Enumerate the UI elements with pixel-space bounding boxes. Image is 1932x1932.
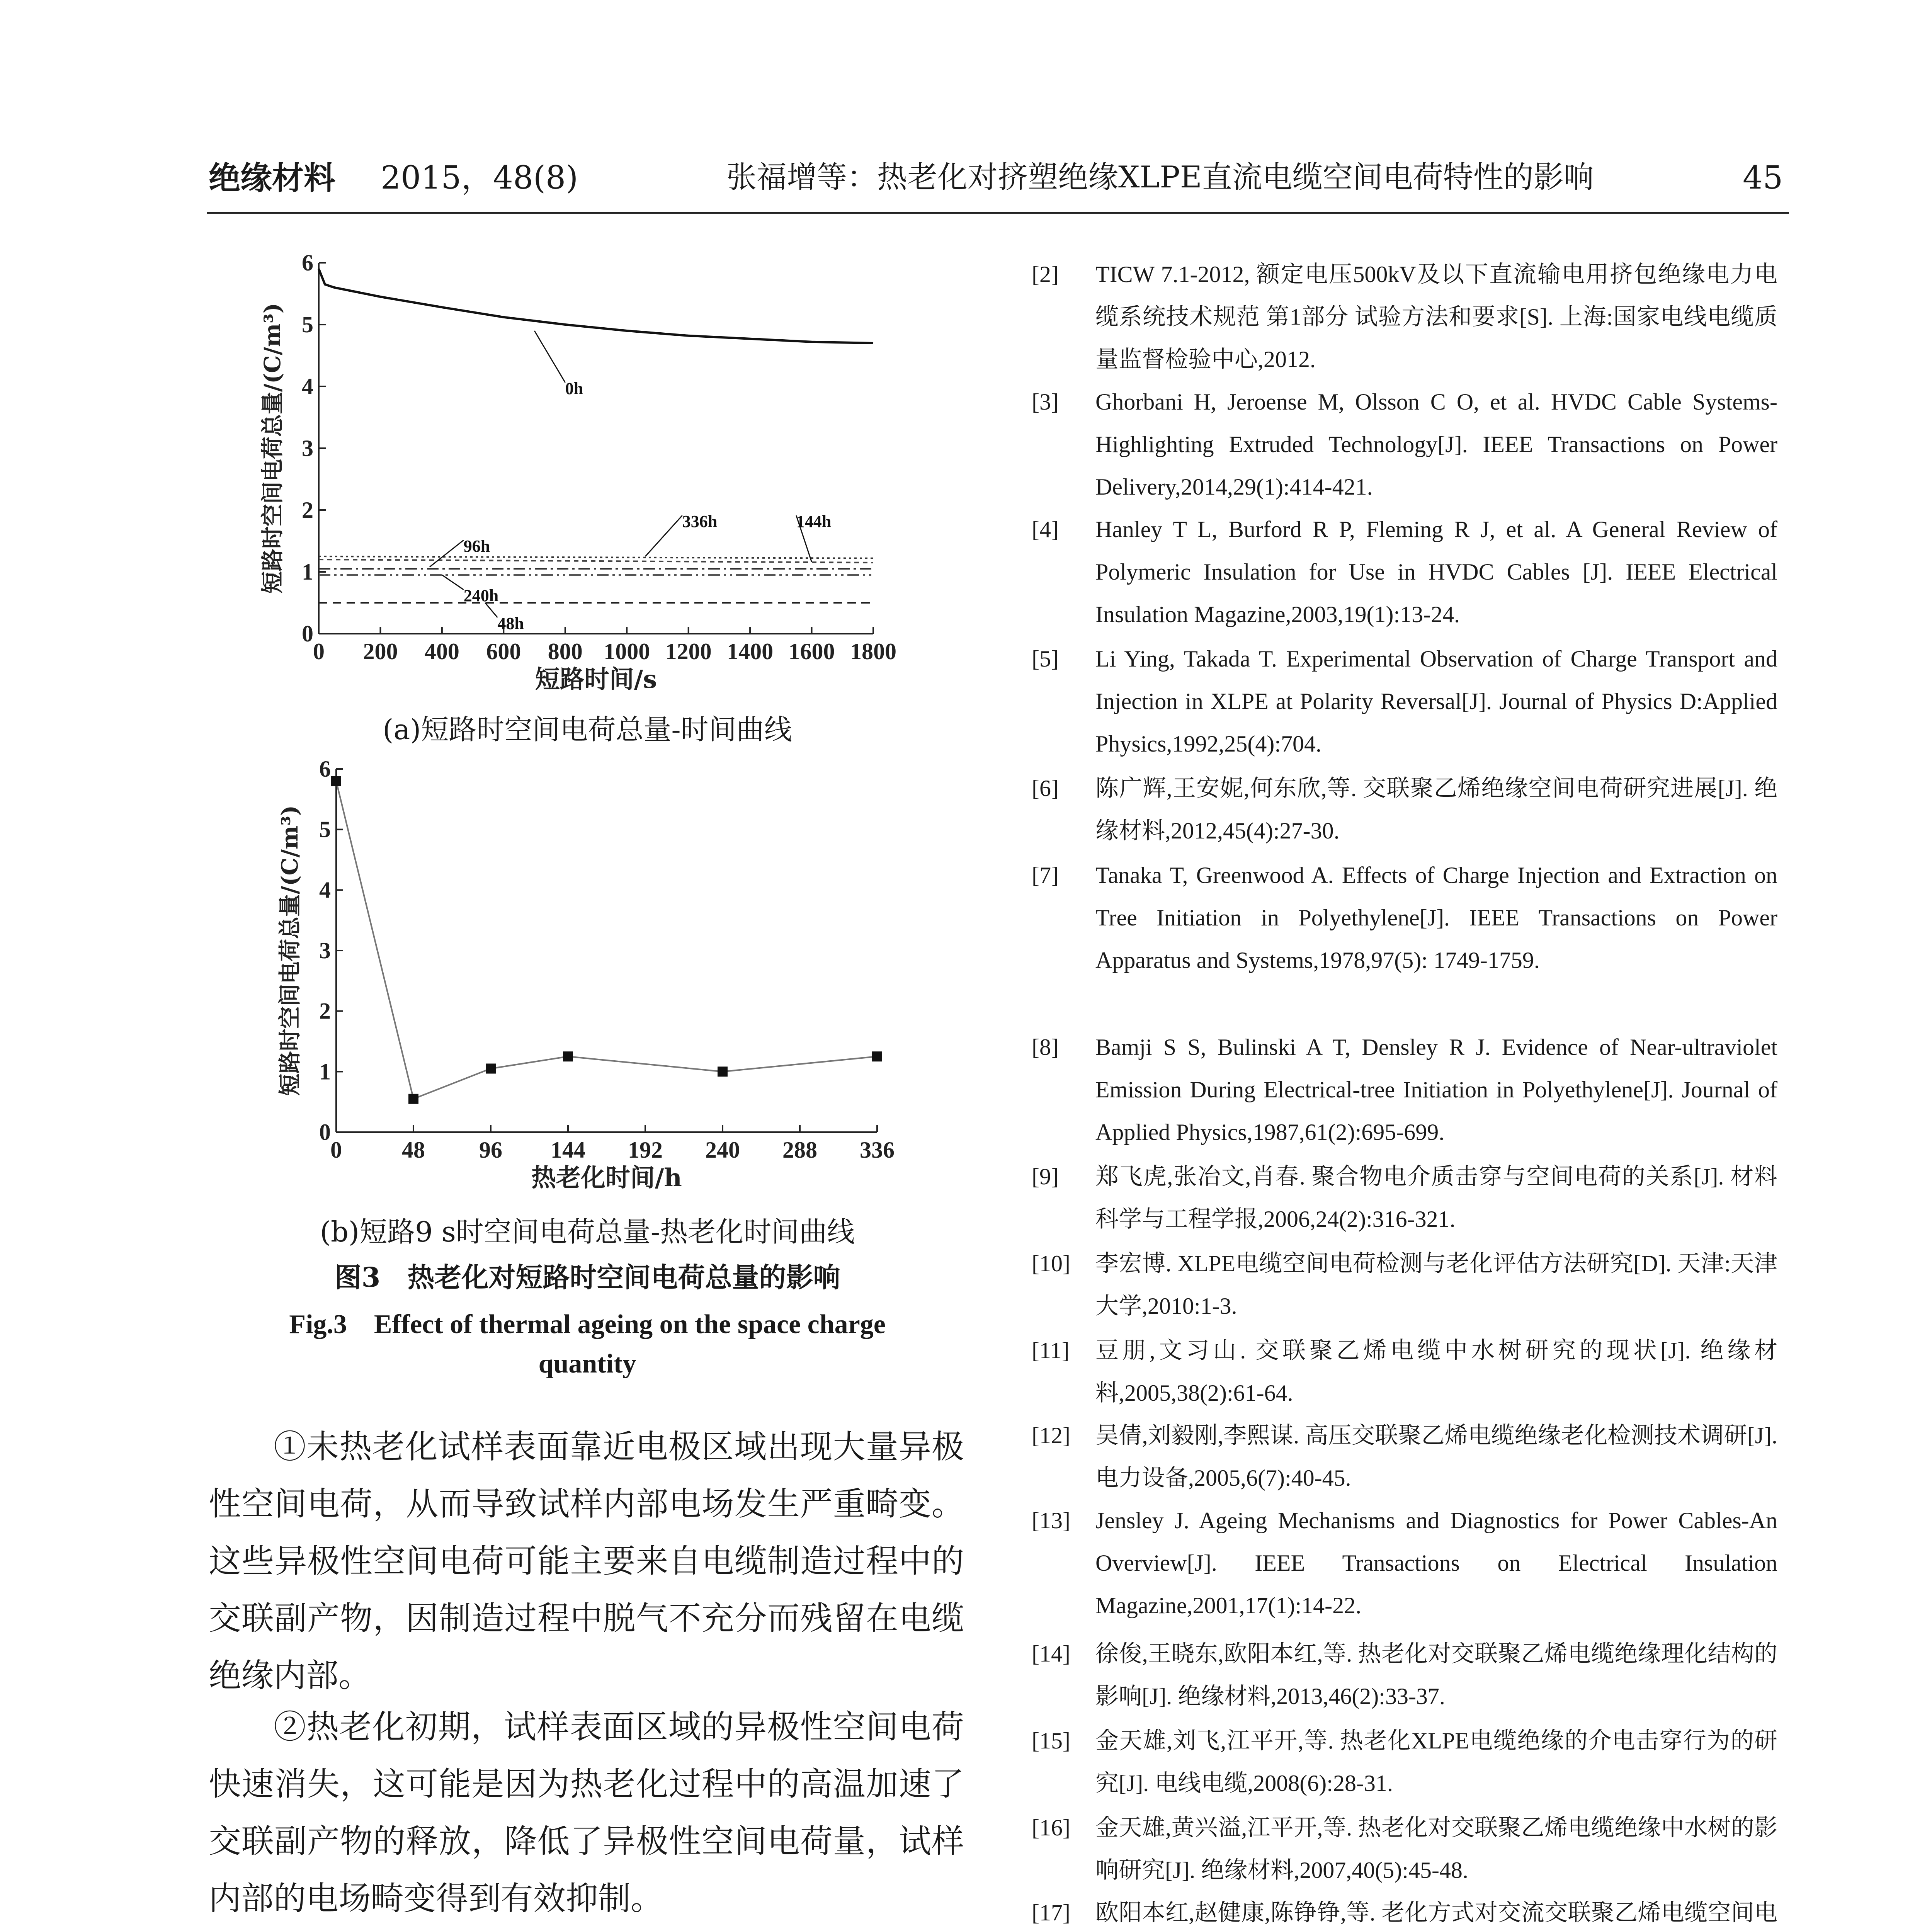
x-axis-title: 短路时间/s [535,665,657,694]
reference-16 [1032,1806,1777,1891]
reference-9 [1032,1155,1777,1240]
reference-number: [15] [1032,1728,1070,1753]
journal-year-volume: 2015，48(8) [381,160,578,196]
reference-text: 李宏博. XLPE电缆空间电荷检测与老化评估方法研究[D]. 天津:天津大学,2010:1-3. [1095,1251,1777,1319]
annotation-leader [534,331,565,383]
reference-number: [13] [1032,1508,1070,1533]
x-tick-label: 240 [705,1137,740,1163]
reference-number: [12] [1032,1423,1070,1448]
reference-number: [14] [1032,1641,1070,1667]
reference-number: [8] [1032,1034,1059,1060]
figure-b [216,750,927,1206]
reference-10 [1032,1242,1777,1327]
reference-text: 陈广辉,王安妮,何东欣,等. 交联聚乙烯绝缘空间电荷研究进展[J]. 绝缘材料,2012,45(4):27-30. [1095,776,1777,844]
reference-6 [1032,767,1777,852]
series-label-336h: 336h [682,512,718,531]
reference-12 [1032,1414,1777,1499]
x-tick-label: 288 [782,1137,817,1163]
x-tick-label: 1200 [665,639,712,664]
figure-caption-cn: 图3 热老化对短路时空间电荷总量的影响 [334,1261,840,1293]
running-title: 张福增等：热老化对挤塑绝缘XLPE直流电缆空间电荷特性的影响 [726,160,1594,195]
y-tick-label: 0 [302,621,313,646]
reference-text: Tanaka T, Greenwood A. Effects of Charge Injection and Extraction on Tree Initiation in Polyethylene[J]. IEEE Transactions on Power Apparatus and Systems,1978,97(5): 1749-1759. [1095,862,1777,973]
figure-caption-en-line2: quantity [538,1349,636,1379]
y-tick-label: 5 [319,816,331,842]
x-tick-label: 0 [330,1137,342,1163]
reference-text: Li Ying, Takada T. Experimental Observation of Charge Transport and Injection in XLPE at Polarity Reversal[J]. Journal of Physics D:Applied Physics,1992,25(4):704. [1095,646,1777,757]
reference-text: Ghorbani H, Jeroense M, Olsson C O, et al. HVDC Cable Systems-Highlighting Extruded Technology[J]. IEEE Transactions on Power Delivery,2014,29(1):414-421. [1095,389,1777,500]
reference-text: 欧阳本红,赵健康,陈铮铮,等. 老化方式对交流交联聚乙烯电缆空间电 [1095,1900,1777,1925]
data-point [331,776,341,786]
y-tick-label: 1 [302,559,313,585]
reference-number: [3] [1032,389,1059,415]
data-point [563,1051,573,1061]
reference-3 [1032,381,1777,508]
reference-text: 豆朋,文习山. 交联聚乙烯电缆中水树研究的现状[J]. 绝缘材料,2005,38(2):61-64. [1095,1338,1777,1406]
y-tick-label: 4 [319,877,331,903]
reference-11 [1032,1329,1777,1414]
series-line-336h [319,556,873,558]
reference-8 [1032,1026,1777,1153]
y-tick-label: 3 [302,435,313,461]
reference-number: [17] [1032,1900,1070,1925]
reference-number: [11] [1032,1338,1070,1363]
figure-b-caption: (b)短路9 s时空间电荷总量-热老化时间曲线 [320,1216,855,1248]
header-rule [207,212,1789,214]
reference-5 [1032,638,1777,765]
x-tick-label: 0 [313,639,325,664]
reference-number: [5] [1032,646,1059,672]
series-line [336,781,877,1099]
reference-number: [9] [1032,1164,1059,1189]
reference-14 [1032,1633,1777,1718]
y-tick-label: 2 [302,497,313,523]
x-tick-label: 1800 [850,639,896,664]
y-tick-label: 0 [319,1119,331,1145]
reference-text: TICW 7.1-2012, 额定电压500kV及以下直流输电用挤包绝缘电力电缆系统技术规范 第1部分 试验方法和要求[S]. 上海:国家电线电缆质量监督检验中心,2012. [1095,262,1777,372]
series-line-144h [319,560,873,563]
chart-b [216,750,927,1206]
annotation-leader [645,515,682,556]
data-point [486,1064,496,1074]
x-tick-label: 144 [551,1137,585,1163]
y-tick-label: 6 [302,250,313,276]
x-tick-label: 800 [548,639,583,664]
chart-a [216,247,927,711]
data-point [408,1094,418,1104]
series-line-0h [319,269,873,343]
series-label-48h: 48h [497,614,524,633]
reference-text: Bamji S S, Bulinski A T, Densley R J. Evidence of Near-ultraviolet Emission During Electrical-tree Initiation in Polyethylene[J]. Journal of Applied Physics,1987,61(2):695-699. [1095,1034,1777,1145]
reference-text: 吴倩,刘毅刚,李熙谋. 高压交联聚乙烯电缆绝缘老化检测技术调研[J]. 电力设备,2005,6(7):40-45. [1095,1423,1777,1491]
annotation-leader [430,540,464,567]
data-point [718,1066,728,1077]
body-paragraph-2: ②热老化初期，试样表面区域的异极性空间电荷快速消失，这可能是因为热老化过程中的高温加速了交联副产物的释放，降低了异极性空间电荷量，试样内部的电场畸变得到有效抑制。 [209,1708,964,1917]
x-tick-label: 600 [486,639,521,664]
y-axis-title: 短路时空间电荷总量/(C/m³) [277,805,303,1096]
body-paragraph-3 [209,1928,964,1932]
x-axis-title: 热老化时间/h [531,1163,682,1192]
body-paragraph-1: ①未热老化试样表面靠近电极区域出现大量异极性空间电荷，从而导致试样内部电场发生严重畸变。这些异极性空间电荷可能主要来自电缆制造过程中的交联副产物，因制造过程中脱气不充分而残留在电缆绝缘内部。 [209,1428,964,1694]
reference-number: [2] [1032,262,1059,287]
reference-number: [4] [1032,517,1059,542]
x-tick-label: 400 [424,639,459,664]
x-tick-label: 1000 [604,639,650,664]
y-tick-label: 3 [319,938,331,963]
series-label-144h: 144h [796,512,832,531]
y-tick-label: 5 [302,312,313,337]
journal-name: 绝缘材料 [209,160,336,197]
data-point [872,1051,882,1061]
reference-number: [6] [1032,776,1059,801]
x-tick-label: 96 [479,1137,502,1163]
reference-17 [1032,1891,1777,1932]
x-tick-label: 200 [363,639,398,664]
reference-text: Hanley T L, Burford R P, Fleming R J, et al. A General Review of Polymeric Insulation for Use in HVDC Cables [J]. IEEE Electrical Insulation Magazine,2003,19(1):13-24. [1095,517,1777,627]
reference-13 [1032,1499,1777,1627]
series-label-96h: 96h [463,537,490,556]
x-tick-label: 192 [628,1137,663,1163]
figure-caption-en-line1: Fig.3 Effect of thermal ageing on the space charge [289,1310,886,1339]
page-number: 45 [1743,160,1783,196]
figure-a [216,247,927,711]
reference-text: 郑飞虎,张冶文,肖春. 聚合物电介质击穿与空间电荷的关系[J]. 材料科学与工程学报,2006,24(2):316-321. [1095,1164,1777,1232]
reference-4 [1032,508,1777,636]
x-tick-label: 1400 [727,639,774,664]
x-tick-label: 336 [860,1137,895,1163]
x-tick-label: 48 [402,1137,425,1163]
annotation-leader [442,575,464,590]
y-tick-label: 4 [302,374,313,399]
y-tick-label: 6 [319,756,331,782]
reference-text: Jensley J. Ageing Mechanisms and Diagnostics for Power Cables-An Overview[J]. IEEE Transactions on Electrical Insulation Magazine,2001,17(1):14-22. [1095,1508,1777,1618]
reference-number: [7] [1032,862,1059,888]
reference-15 [1032,1719,1777,1804]
series-label-0h: 0h [565,379,583,398]
y-axis-title: 短路时空间电荷总量/(C/m³) [259,303,286,594]
series-label-240h: 240h [463,586,499,605]
reference-text: 金天雄,刘飞,江平开,等. 热老化XLPE电缆绝缘的介电击穿行为的研究[J]. 电线电缆,2008(6):28-31. [1095,1728,1777,1796]
reference-number: [10] [1032,1251,1070,1276]
reference-text: 徐俊,王晓东,欧阳本红,等. 热老化对交联聚乙烯电缆绝缘理化结构的影响[J]. 绝缘材料,2013,46(2):33-37. [1095,1641,1777,1709]
reference-number: [16] [1032,1815,1070,1840]
figure-a-caption: (a)短路时空间电荷总量-时间曲线 [383,713,792,746]
y-tick-label: 1 [319,1059,331,1085]
y-tick-label: 2 [319,998,331,1024]
reference-2 [1032,253,1777,381]
x-tick-label: 1600 [788,639,835,664]
reference-text: 金天雄,黄兴溢,江平开,等. 热老化对交联聚乙烯电缆绝缘中水树的影响研究[J]. 绝缘材料,2007,40(5):45-48. [1095,1815,1777,1883]
reference-7 [1032,854,1777,981]
